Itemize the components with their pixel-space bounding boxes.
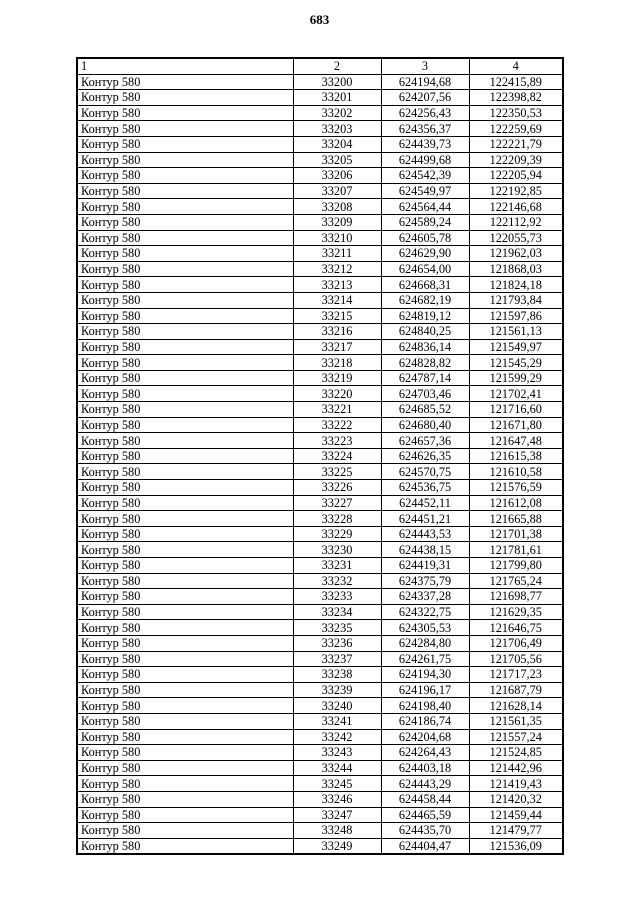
contour-name-cell: Контур 580: [77, 292, 293, 308]
x-coordinate-cell: 624682,19: [381, 292, 469, 308]
y-coordinate-cell: 121599,29: [469, 370, 563, 386]
point-number-cell: 33230: [293, 542, 381, 558]
table-row: [77, 339, 563, 355]
contour-name-cell: Контур 580: [77, 807, 293, 823]
column-header-1: 1: [77, 58, 293, 74]
contour-name-cell: Контур 580: [77, 370, 293, 386]
point-number-cell: 33228: [293, 511, 381, 527]
contour-name-cell: Контур 580: [77, 417, 293, 433]
x-coordinate-cell: 624703,46: [381, 386, 469, 402]
point-number-cell: 33211: [293, 246, 381, 262]
point-number-cell: 33233: [293, 589, 381, 605]
table-row: [77, 370, 563, 386]
contour-name-cell: Контур 580: [77, 246, 293, 262]
table-row: [77, 292, 563, 308]
x-coordinate-cell: 624439,73: [381, 136, 469, 152]
contour-name-cell: Контур 580: [77, 448, 293, 464]
contour-name-cell: Контур 580: [77, 105, 293, 121]
x-coordinate-cell: 624787,14: [381, 370, 469, 386]
x-coordinate-cell: 624419,31: [381, 558, 469, 574]
y-coordinate-cell: 121647,48: [469, 433, 563, 449]
x-coordinate-cell: 624261,75: [381, 651, 469, 667]
y-coordinate-cell: 121717,23: [469, 667, 563, 683]
y-coordinate-cell: 121420,32: [469, 791, 563, 807]
y-coordinate-cell: 121702,41: [469, 386, 563, 402]
point-number-cell: 33202: [293, 105, 381, 121]
y-coordinate-cell: 121765,24: [469, 573, 563, 589]
table-row: [77, 433, 563, 449]
table-row: [77, 480, 563, 496]
table-row: [77, 620, 563, 636]
x-coordinate-cell: 624356,37: [381, 121, 469, 137]
table-row: [77, 698, 563, 714]
table-row: [77, 651, 563, 667]
y-coordinate-cell: 122205,94: [469, 168, 563, 184]
table-row: [77, 355, 563, 371]
point-number-cell: 33203: [293, 121, 381, 137]
point-number-cell: 33208: [293, 199, 381, 215]
table-row: [77, 511, 563, 527]
y-coordinate-cell: 121962,03: [469, 246, 563, 262]
contour-name-cell: Контур 580: [77, 121, 293, 137]
x-coordinate-cell: 624605,78: [381, 230, 469, 246]
contour-name-cell: Контур 580: [77, 199, 293, 215]
table-row: [77, 105, 563, 121]
point-number-cell: 33245: [293, 776, 381, 792]
point-number-cell: 33236: [293, 635, 381, 651]
contour-name-cell: Контур 580: [77, 355, 293, 371]
y-coordinate-cell: 121459,44: [469, 807, 563, 823]
contour-name-cell: Контур 580: [77, 791, 293, 807]
point-number-cell: 33213: [293, 277, 381, 293]
point-number-cell: 33220: [293, 386, 381, 402]
column-header-2: 2: [293, 58, 381, 74]
table-row: [77, 682, 563, 698]
contour-name-cell: Контур 580: [77, 682, 293, 698]
contour-name-cell: Контур 580: [77, 74, 293, 90]
y-coordinate-cell: 122221,79: [469, 136, 563, 152]
y-coordinate-cell: 121612,08: [469, 495, 563, 511]
y-coordinate-cell: 121628,14: [469, 698, 563, 714]
point-number-cell: 33207: [293, 183, 381, 199]
contour-name-cell: Контур 580: [77, 589, 293, 605]
x-coordinate-cell: 624186,74: [381, 713, 469, 729]
y-coordinate-cell: 122055,73: [469, 230, 563, 246]
table-row: [77, 807, 563, 823]
x-coordinate-cell: 624626,35: [381, 448, 469, 464]
point-number-cell: 33201: [293, 90, 381, 106]
contour-name-cell: Контур 580: [77, 433, 293, 449]
x-coordinate-cell: 624499,68: [381, 152, 469, 168]
x-coordinate-cell: 624465,59: [381, 807, 469, 823]
contour-name-cell: Контур 580: [77, 386, 293, 402]
contour-name-cell: Контур 580: [77, 230, 293, 246]
x-coordinate-cell: 624375,79: [381, 573, 469, 589]
y-coordinate-cell: 121701,38: [469, 526, 563, 542]
contour-name-cell: Контур 580: [77, 620, 293, 636]
x-coordinate-cell: 624819,12: [381, 308, 469, 324]
point-number-cell: 33248: [293, 823, 381, 839]
table-row: [77, 74, 563, 90]
x-coordinate-cell: 624570,75: [381, 464, 469, 480]
y-coordinate-cell: 122350,53: [469, 105, 563, 121]
y-coordinate-cell: 121671,80: [469, 417, 563, 433]
table-row: [77, 261, 563, 277]
x-coordinate-cell: 624443,53: [381, 526, 469, 542]
y-coordinate-cell: 122146,68: [469, 199, 563, 215]
table-row: [77, 168, 563, 184]
x-coordinate-cell: 624204,68: [381, 729, 469, 745]
contour-name-cell: Контур 580: [77, 713, 293, 729]
contour-name-cell: Контур 580: [77, 90, 293, 106]
y-coordinate-cell: 121610,58: [469, 464, 563, 480]
point-number-cell: 33231: [293, 558, 381, 574]
x-coordinate-cell: 624680,40: [381, 417, 469, 433]
contour-name-cell: Контур 580: [77, 635, 293, 651]
contour-name-cell: Контур 580: [77, 308, 293, 324]
point-number-cell: 33246: [293, 791, 381, 807]
point-number-cell: 33221: [293, 402, 381, 418]
x-coordinate-cell: 624443,29: [381, 776, 469, 792]
x-coordinate-cell: 624256,43: [381, 105, 469, 121]
contour-name-cell: Контур 580: [77, 480, 293, 496]
y-coordinate-cell: 121793,84: [469, 292, 563, 308]
point-number-cell: 33209: [293, 214, 381, 230]
table-row: [77, 495, 563, 511]
point-number-cell: 33237: [293, 651, 381, 667]
x-coordinate-cell: 624657,36: [381, 433, 469, 449]
point-number-cell: 33247: [293, 807, 381, 823]
contour-name-cell: Контур 580: [77, 339, 293, 355]
y-coordinate-cell: 122398,82: [469, 90, 563, 106]
table-row: [77, 152, 563, 168]
contour-name-cell: Контур 580: [77, 511, 293, 527]
contour-name-cell: Контур 580: [77, 667, 293, 683]
contour-name-cell: Контур 580: [77, 277, 293, 293]
point-number-cell: 33222: [293, 417, 381, 433]
table-row: [77, 713, 563, 729]
y-coordinate-cell: 121536,09: [469, 838, 563, 854]
y-coordinate-cell: 121824,18: [469, 277, 563, 293]
y-coordinate-cell: 121549,97: [469, 339, 563, 355]
contour-name-cell: Контур 580: [77, 183, 293, 199]
y-coordinate-cell: 122112,92: [469, 214, 563, 230]
point-number-cell: 33205: [293, 152, 381, 168]
contour-name-cell: Контур 580: [77, 526, 293, 542]
table-row: [77, 417, 563, 433]
table-row: [77, 729, 563, 745]
x-coordinate-cell: 624404,47: [381, 838, 469, 854]
point-number-cell: 33204: [293, 136, 381, 152]
x-coordinate-cell: 624198,40: [381, 698, 469, 714]
y-coordinate-cell: 121561,35: [469, 713, 563, 729]
x-coordinate-cell: 624828,82: [381, 355, 469, 371]
point-number-cell: 33219: [293, 370, 381, 386]
x-coordinate-cell: 624305,53: [381, 620, 469, 636]
table-row: [77, 183, 563, 199]
x-coordinate-cell: 624322,75: [381, 604, 469, 620]
column-header-4: 4: [469, 58, 563, 74]
point-number-cell: 33227: [293, 495, 381, 511]
point-number-cell: 33234: [293, 604, 381, 620]
table-row: [77, 558, 563, 574]
table-row: [77, 90, 563, 106]
table-row: [77, 402, 563, 418]
x-coordinate-cell: 624840,25: [381, 324, 469, 340]
y-coordinate-cell: 122209,39: [469, 152, 563, 168]
y-coordinate-cell: 121868,03: [469, 261, 563, 277]
x-coordinate-cell: 624196,17: [381, 682, 469, 698]
table-row: [77, 791, 563, 807]
point-number-cell: 33200: [293, 74, 381, 90]
contour-name-cell: Контур 580: [77, 261, 293, 277]
contour-name-cell: Контур 580: [77, 745, 293, 761]
point-number-cell: 33240: [293, 698, 381, 714]
table-row: [77, 776, 563, 792]
table-row: [77, 745, 563, 761]
table-row: [77, 246, 563, 262]
contour-name-cell: Контур 580: [77, 776, 293, 792]
y-coordinate-cell: 121705,56: [469, 651, 563, 667]
x-coordinate-cell: 624264,43: [381, 745, 469, 761]
y-coordinate-cell: 121557,24: [469, 729, 563, 745]
contour-name-cell: Контур 580: [77, 464, 293, 480]
point-number-cell: 33243: [293, 745, 381, 761]
point-number-cell: 33244: [293, 760, 381, 776]
y-coordinate-cell: 122192,85: [469, 183, 563, 199]
point-number-cell: 33235: [293, 620, 381, 636]
contour-name-cell: Контур 580: [77, 214, 293, 230]
x-coordinate-cell: 624438,15: [381, 542, 469, 558]
table-body: [77, 74, 563, 854]
x-coordinate-cell: 624451,21: [381, 511, 469, 527]
table-row: [77, 667, 563, 683]
y-coordinate-cell: 122415,89: [469, 74, 563, 90]
contour-name-cell: Контур 580: [77, 152, 293, 168]
y-coordinate-cell: 121615,38: [469, 448, 563, 464]
x-coordinate-cell: 624194,68: [381, 74, 469, 90]
table-row: [77, 635, 563, 651]
table-row: [77, 136, 563, 152]
contour-name-cell: Контур 580: [77, 651, 293, 667]
table-row: [77, 589, 563, 605]
x-coordinate-cell: 624284,80: [381, 635, 469, 651]
point-number-cell: 33232: [293, 573, 381, 589]
table-row: [77, 604, 563, 620]
point-number-cell: 33206: [293, 168, 381, 184]
x-coordinate-cell: 624836,14: [381, 339, 469, 355]
table-row: [77, 526, 563, 542]
y-coordinate-cell: 121561,13: [469, 324, 563, 340]
y-coordinate-cell: 121646,75: [469, 620, 563, 636]
table-row: [77, 386, 563, 402]
point-number-cell: 33212: [293, 261, 381, 277]
contour-name-cell: Контур 580: [77, 324, 293, 340]
contour-name-cell: Контур 580: [77, 698, 293, 714]
contour-name-cell: Контур 580: [77, 402, 293, 418]
point-number-cell: 33249: [293, 838, 381, 854]
y-coordinate-cell: 121597,86: [469, 308, 563, 324]
table-row: [77, 542, 563, 558]
y-coordinate-cell: 121781,61: [469, 542, 563, 558]
point-number-cell: 33238: [293, 667, 381, 683]
x-coordinate-cell: 624685,52: [381, 402, 469, 418]
contour-name-cell: Контур 580: [77, 136, 293, 152]
contour-name-cell: Контур 580: [77, 823, 293, 839]
x-coordinate-cell: 624542,39: [381, 168, 469, 184]
y-coordinate-cell: 121799,80: [469, 558, 563, 574]
x-coordinate-cell: 624536,75: [381, 480, 469, 496]
y-coordinate-cell: 121716,60: [469, 402, 563, 418]
contour-name-cell: Контур 580: [77, 542, 293, 558]
point-number-cell: 33241: [293, 713, 381, 729]
x-coordinate-cell: 624207,56: [381, 90, 469, 106]
point-number-cell: 33223: [293, 433, 381, 449]
table-row: [77, 214, 563, 230]
contour-name-cell: Контур 580: [77, 604, 293, 620]
x-coordinate-cell: 624458,44: [381, 791, 469, 807]
point-number-cell: 33229: [293, 526, 381, 542]
x-coordinate-cell: 624435,70: [381, 823, 469, 839]
y-coordinate-cell: 121545,29: [469, 355, 563, 371]
point-number-cell: 33226: [293, 480, 381, 496]
point-number-cell: 33210: [293, 230, 381, 246]
y-coordinate-cell: 121576,59: [469, 480, 563, 496]
table-row: [77, 308, 563, 324]
x-coordinate-cell: 624589,24: [381, 214, 469, 230]
table-row: [77, 121, 563, 137]
table-row: [77, 464, 563, 480]
x-coordinate-cell: 624668,31: [381, 277, 469, 293]
x-coordinate-cell: 624549,97: [381, 183, 469, 199]
table-row: [77, 448, 563, 464]
contour-name-cell: Контур 580: [77, 573, 293, 589]
table-row: [77, 573, 563, 589]
column-header-3: 3: [381, 58, 469, 74]
y-coordinate-cell: 122259,69: [469, 121, 563, 137]
contour-name-cell: Контур 580: [77, 760, 293, 776]
x-coordinate-cell: 624337,28: [381, 589, 469, 605]
x-coordinate-cell: 624452,11: [381, 495, 469, 511]
x-coordinate-cell: 624654,00: [381, 261, 469, 277]
point-number-cell: 33242: [293, 729, 381, 745]
contour-name-cell: Контур 580: [77, 168, 293, 184]
table-row: [77, 324, 563, 340]
table-row: [77, 760, 563, 776]
table-row: [77, 838, 563, 854]
y-coordinate-cell: 121524,85: [469, 745, 563, 761]
y-coordinate-cell: 121687,79: [469, 682, 563, 698]
coordinates-table: [76, 57, 564, 855]
point-number-cell: 33214: [293, 292, 381, 308]
y-coordinate-cell: 121419,43: [469, 776, 563, 792]
point-number-cell: 33216: [293, 324, 381, 340]
y-coordinate-cell: 121442,96: [469, 760, 563, 776]
table-row: [77, 199, 563, 215]
y-coordinate-cell: 121706,49: [469, 635, 563, 651]
contour-name-cell: Контур 580: [77, 558, 293, 574]
x-coordinate-cell: 624629,90: [381, 246, 469, 262]
table-row: [77, 230, 563, 246]
table-row: [77, 277, 563, 293]
page-number: 683: [309, 12, 330, 27]
x-coordinate-cell: 624194,30: [381, 667, 469, 683]
contour-name-cell: Контур 580: [77, 729, 293, 745]
point-number-cell: 33217: [293, 339, 381, 355]
contour-name-cell: Контур 580: [77, 838, 293, 854]
point-number-cell: 33218: [293, 355, 381, 371]
y-coordinate-cell: 121629,35: [469, 604, 563, 620]
x-coordinate-cell: 624403,18: [381, 760, 469, 776]
point-number-cell: 33239: [293, 682, 381, 698]
table-row: [77, 823, 563, 839]
y-coordinate-cell: 121665,88: [469, 511, 563, 527]
point-number-cell: 33224: [293, 448, 381, 464]
contour-name-cell: Контур 580: [77, 495, 293, 511]
x-coordinate-cell: 624564,44: [381, 199, 469, 215]
table-header-row: [77, 58, 563, 74]
point-number-cell: 33215: [293, 308, 381, 324]
y-coordinate-cell: 121479,77: [469, 823, 563, 839]
point-number-cell: 33225: [293, 464, 381, 480]
y-coordinate-cell: 121698,77: [469, 589, 563, 605]
